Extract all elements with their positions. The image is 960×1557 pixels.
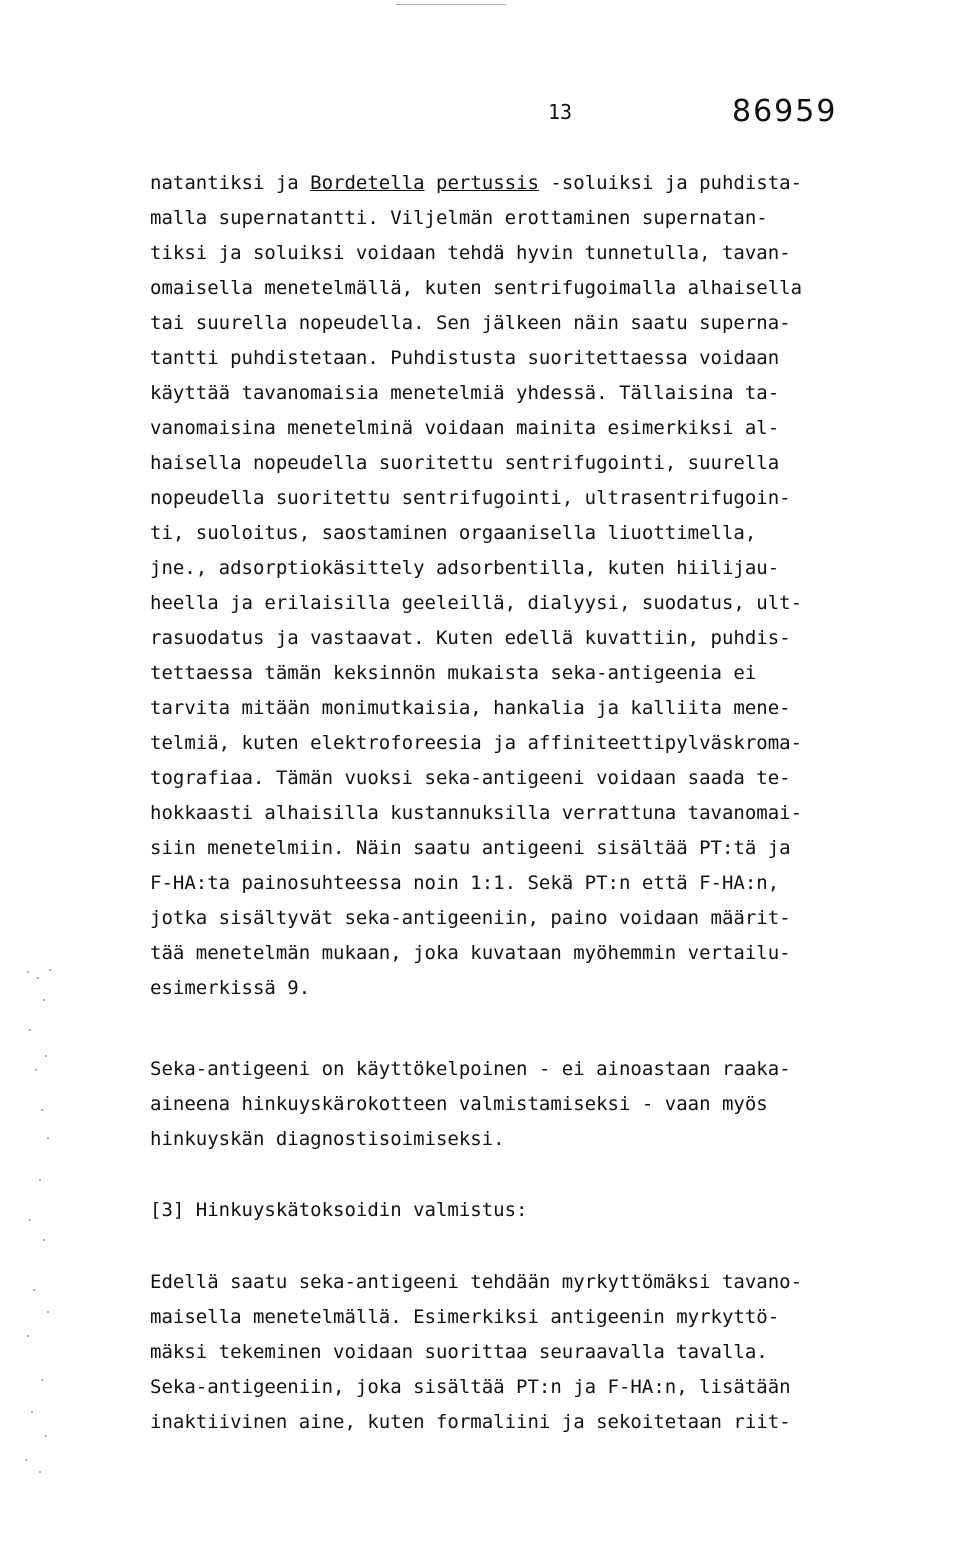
text-line: esimerkissä 9. — [150, 977, 311, 999]
text-line: haisella nopeudella suoritettu sentrifugointi, suurella — [150, 452, 780, 474]
text-line: tantti puhdistetaan. Puhdistusta suoritettaessa voidaan — [150, 347, 780, 369]
text-line: nopeudella suoritettu sentrifugointi, ultrasentrifugoin- — [150, 487, 791, 509]
text-line: vanomaisina menetelminä voidaan mainita esimerkiksi al- — [150, 417, 780, 439]
text-line: heella ja erilaisilla geeleillä, dialyysi, suodatus, ult- — [150, 592, 803, 614]
text-line: F-HA:ta painosuhteessa noin 1:1. Sekä PT:n että F-HA:n, — [150, 872, 780, 894]
section-heading-text: [3] Hinkuyskätoksoidin valmistus: — [150, 1199, 528, 1221]
text-run — [425, 172, 436, 194]
text-line: tettaessa tämän keksinnön mukaista seka-antigeenia ei — [150, 662, 757, 684]
genus-name: Bordetella — [310, 172, 425, 194]
text-line: siin menetelmiin. Näin saatu antigeeni sisältää PT:tä ja — [150, 837, 791, 859]
text-line: Edellä saatu seka-antigeeni tehdään myrkyttömäksi tavano- — [150, 1271, 803, 1293]
text-line: hokkaasti alhaisilla kustannuksilla verrattuna tavanomai- — [150, 802, 803, 824]
patent-number: 86959 — [732, 94, 838, 129]
text-line: omaisella menetelmällä, kuten sentrifugoimalla alhaisella — [150, 277, 803, 299]
text-line: telmiä, kuten elektroforeesia ja affiniteettipylväskroma- — [150, 732, 803, 754]
paragraph-toxoid — [150, 1265, 960, 1440]
text-line: mäksi tekeminen voidaan suorittaa seuraavalla tavalla. — [150, 1341, 768, 1363]
text-line: käyttää tavanomaisia menetelmiä yhdessä. Tällaisina ta- — [150, 382, 780, 404]
species-name: pertussis — [436, 172, 539, 194]
page-number: 13 — [548, 100, 573, 124]
text-line: Seka-antigeeniin, joka sisältää PT:n ja F-HA:n, lisätään — [150, 1376, 791, 1398]
paragraph-usefulness — [150, 1052, 960, 1157]
text-line: tarvita mitään monimutkaisia, hankalia ja kalliita mene- — [150, 697, 791, 719]
text-line — [150, 166, 960, 201]
text-line: hinkuyskän diagnostisoimiseksi. — [150, 1128, 505, 1150]
text-line: tai suurella nopeudella. Sen jälkeen näin saatu superna- — [150, 312, 791, 334]
text-line: rasuodatus ja vastaavat. Kuten edellä kuvattiin, puhdis- — [150, 627, 791, 649]
text-line: malla supernatantti. Viljelmän erottaminen supernatan- — [150, 207, 768, 229]
text-line: inaktiivinen aine, kuten formaliini ja sekoitetaan riit- — [150, 1411, 791, 1433]
text-line: tiksi ja soluiksi voidaan tehdä hyvin tunnetulla, tavan- — [150, 242, 791, 264]
text-run: -soluiksi ja puhdista- — [538, 172, 803, 194]
text-line: maisella menetelmällä. Esimerkiksi antigeenin myrkyttö- — [150, 1306, 780, 1328]
section-heading — [150, 1193, 960, 1228]
scan-top-rule — [396, 4, 506, 5]
margin-scan-specks — [0, 960, 70, 1500]
text-run: natantiksi ja — [150, 172, 311, 194]
text-line: jotka sisältyvät seka-antigeeniin, paino voidaan määrit- — [150, 907, 791, 929]
text-line: Seka-antigeeni on käyttökelpoinen - ei ainoastaan raaka- — [150, 1058, 791, 1080]
paragraph-purification — [150, 166, 960, 1006]
text-line: jne., adsorptiokäsittely adsorbentilla, kuten hiilijau- — [150, 557, 780, 579]
text-line: tää menetelmän mukaan, joka kuvataan myöhemmin vertailu- — [150, 942, 791, 964]
text-line: tografiaa. Tämän vuoksi seka-antigeeni voidaan saada te- — [150, 767, 791, 789]
text-line: ti, suoloitus, saostaminen orgaanisella liuottimella, — [150, 522, 757, 544]
text-line: aineena hinkuyskärokotteen valmistamiseksi - vaan myös — [150, 1093, 768, 1115]
